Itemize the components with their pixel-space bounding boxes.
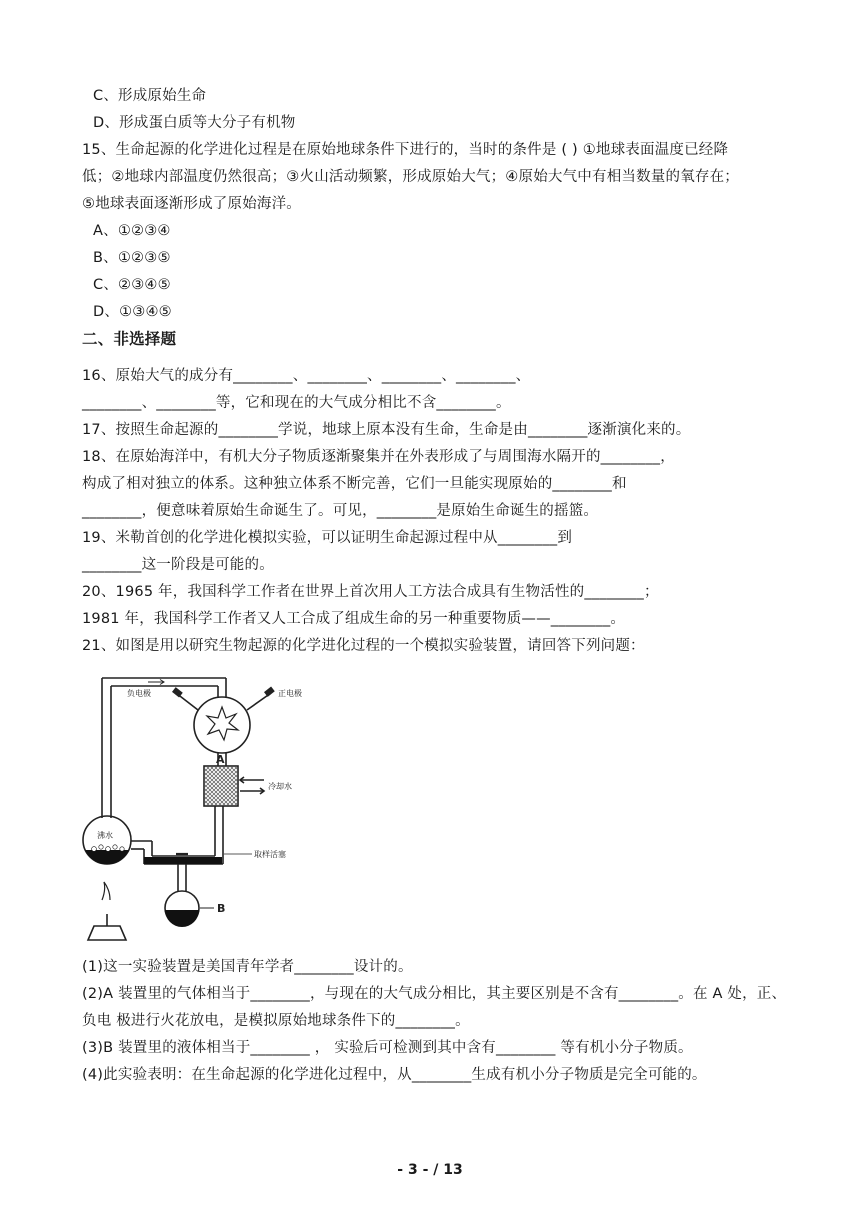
question-17: 17、按照生命起源的________学说，地球上原本没有生命，生命是由________逐渐演化来的。 (82, 422, 691, 438)
flask-a-label: A (216, 753, 225, 766)
pos-electrode-label: 正电极 (278, 689, 302, 698)
option-b-15: B、①②③⑤ (93, 250, 171, 266)
option-c-14: C、形成原始生命 (93, 88, 207, 104)
question-15-line-2: 低；②地球内部温度仍然很高；③火山活动频繁，形成原始大气；④原始大气中有相当数量的氧存在； (82, 169, 739, 185)
flask-b-label: B (217, 902, 226, 915)
question-18-line-2: 构成了相对独立的体系。这种独立体系不断完善，它们一旦能实现原始的________和 (82, 476, 627, 492)
option-d-15: D、①③④⑤ (93, 304, 172, 320)
question-19-line-2: ________这一阶段是可能的。 (82, 557, 274, 573)
option-a-15: A、①②③④ (93, 223, 171, 239)
question-18-line-3: ________，便意味着原始生命诞生了。可见，________是原始生命诞生的摇篮。 (82, 503, 599, 519)
miller-experiment-figure (80, 668, 345, 946)
question-21-part-2-line-1: (2)A 装置里的气体相当于________，与现在的大气成分相比，其主要区别是不含有________。在 A 处，正、 (82, 986, 787, 1002)
question-20-line-2: 1981 年，我国科学工作者又人工合成了组成生命的另一种重要物质——________。 (82, 611, 626, 627)
section-heading: 二、非选择题 (82, 330, 177, 348)
question-21-part-4: (4)此实验表明：在生命起源的化学进化过程中，从________生成有机小分子物质是完全可能的。 (82, 1067, 707, 1083)
question-15-line-1: 15、生命起源的化学进化过程是在原始地球条件下进行的，当时的条件是 ( ) ①地球表面温度已经降 (82, 142, 729, 158)
option-d-14: D、形成蛋白质等大分子有机物 (93, 115, 296, 131)
question-21-part-1: (1)这一实验装置是美国青年学者________设计的。 (82, 959, 413, 975)
cooling-water-label: 冷却水 (268, 782, 292, 791)
question-21-intro: 21、如图是用以研究生物起源的化学进化过程的一个模拟实验装置，请回答下列问题： (82, 638, 645, 654)
option-c-15: C、②③④⑤ (93, 277, 171, 293)
sampling-valve-label: 取样活塞 (254, 850, 286, 859)
neg-electrode-label: 负电极 (127, 689, 151, 698)
boiling-water-label: 沸水 (97, 831, 113, 840)
question-18-line-1: 18、在原始海洋中，有机大分子物质逐渐聚集并在外表形成了与周围海水隔开的________， (82, 449, 675, 465)
question-21-part-2-line-2: 负电 极进行火花放电，是模拟原始地球条件下的________。 (82, 1013, 470, 1029)
page-number: - 3 - / 13 (397, 1162, 463, 1178)
question-20-line-1: 20、1965 年，我国科学工作者在世界上首次用人工方法合成具有生物活性的________； (82, 584, 659, 600)
question-15-line-3: ⑤地球表面逐渐形成了原始海洋。 (82, 196, 301, 212)
question-16-line-2: ________、________等，它和现在的大气成分相比不含________。 (82, 395, 511, 411)
question-21-part-3: (3)B 装置里的液体相当于________ ， 实验后可检测到其中含有________ 等有机小分子物质。 (82, 1040, 693, 1056)
question-19-line-1: 19、米勒首创的化学进化模拟实验，可以证明生命起源过程中从________到 (82, 530, 573, 546)
question-16-line-1: 16、原始大气的成分有________、________、________、________、 (82, 368, 531, 384)
